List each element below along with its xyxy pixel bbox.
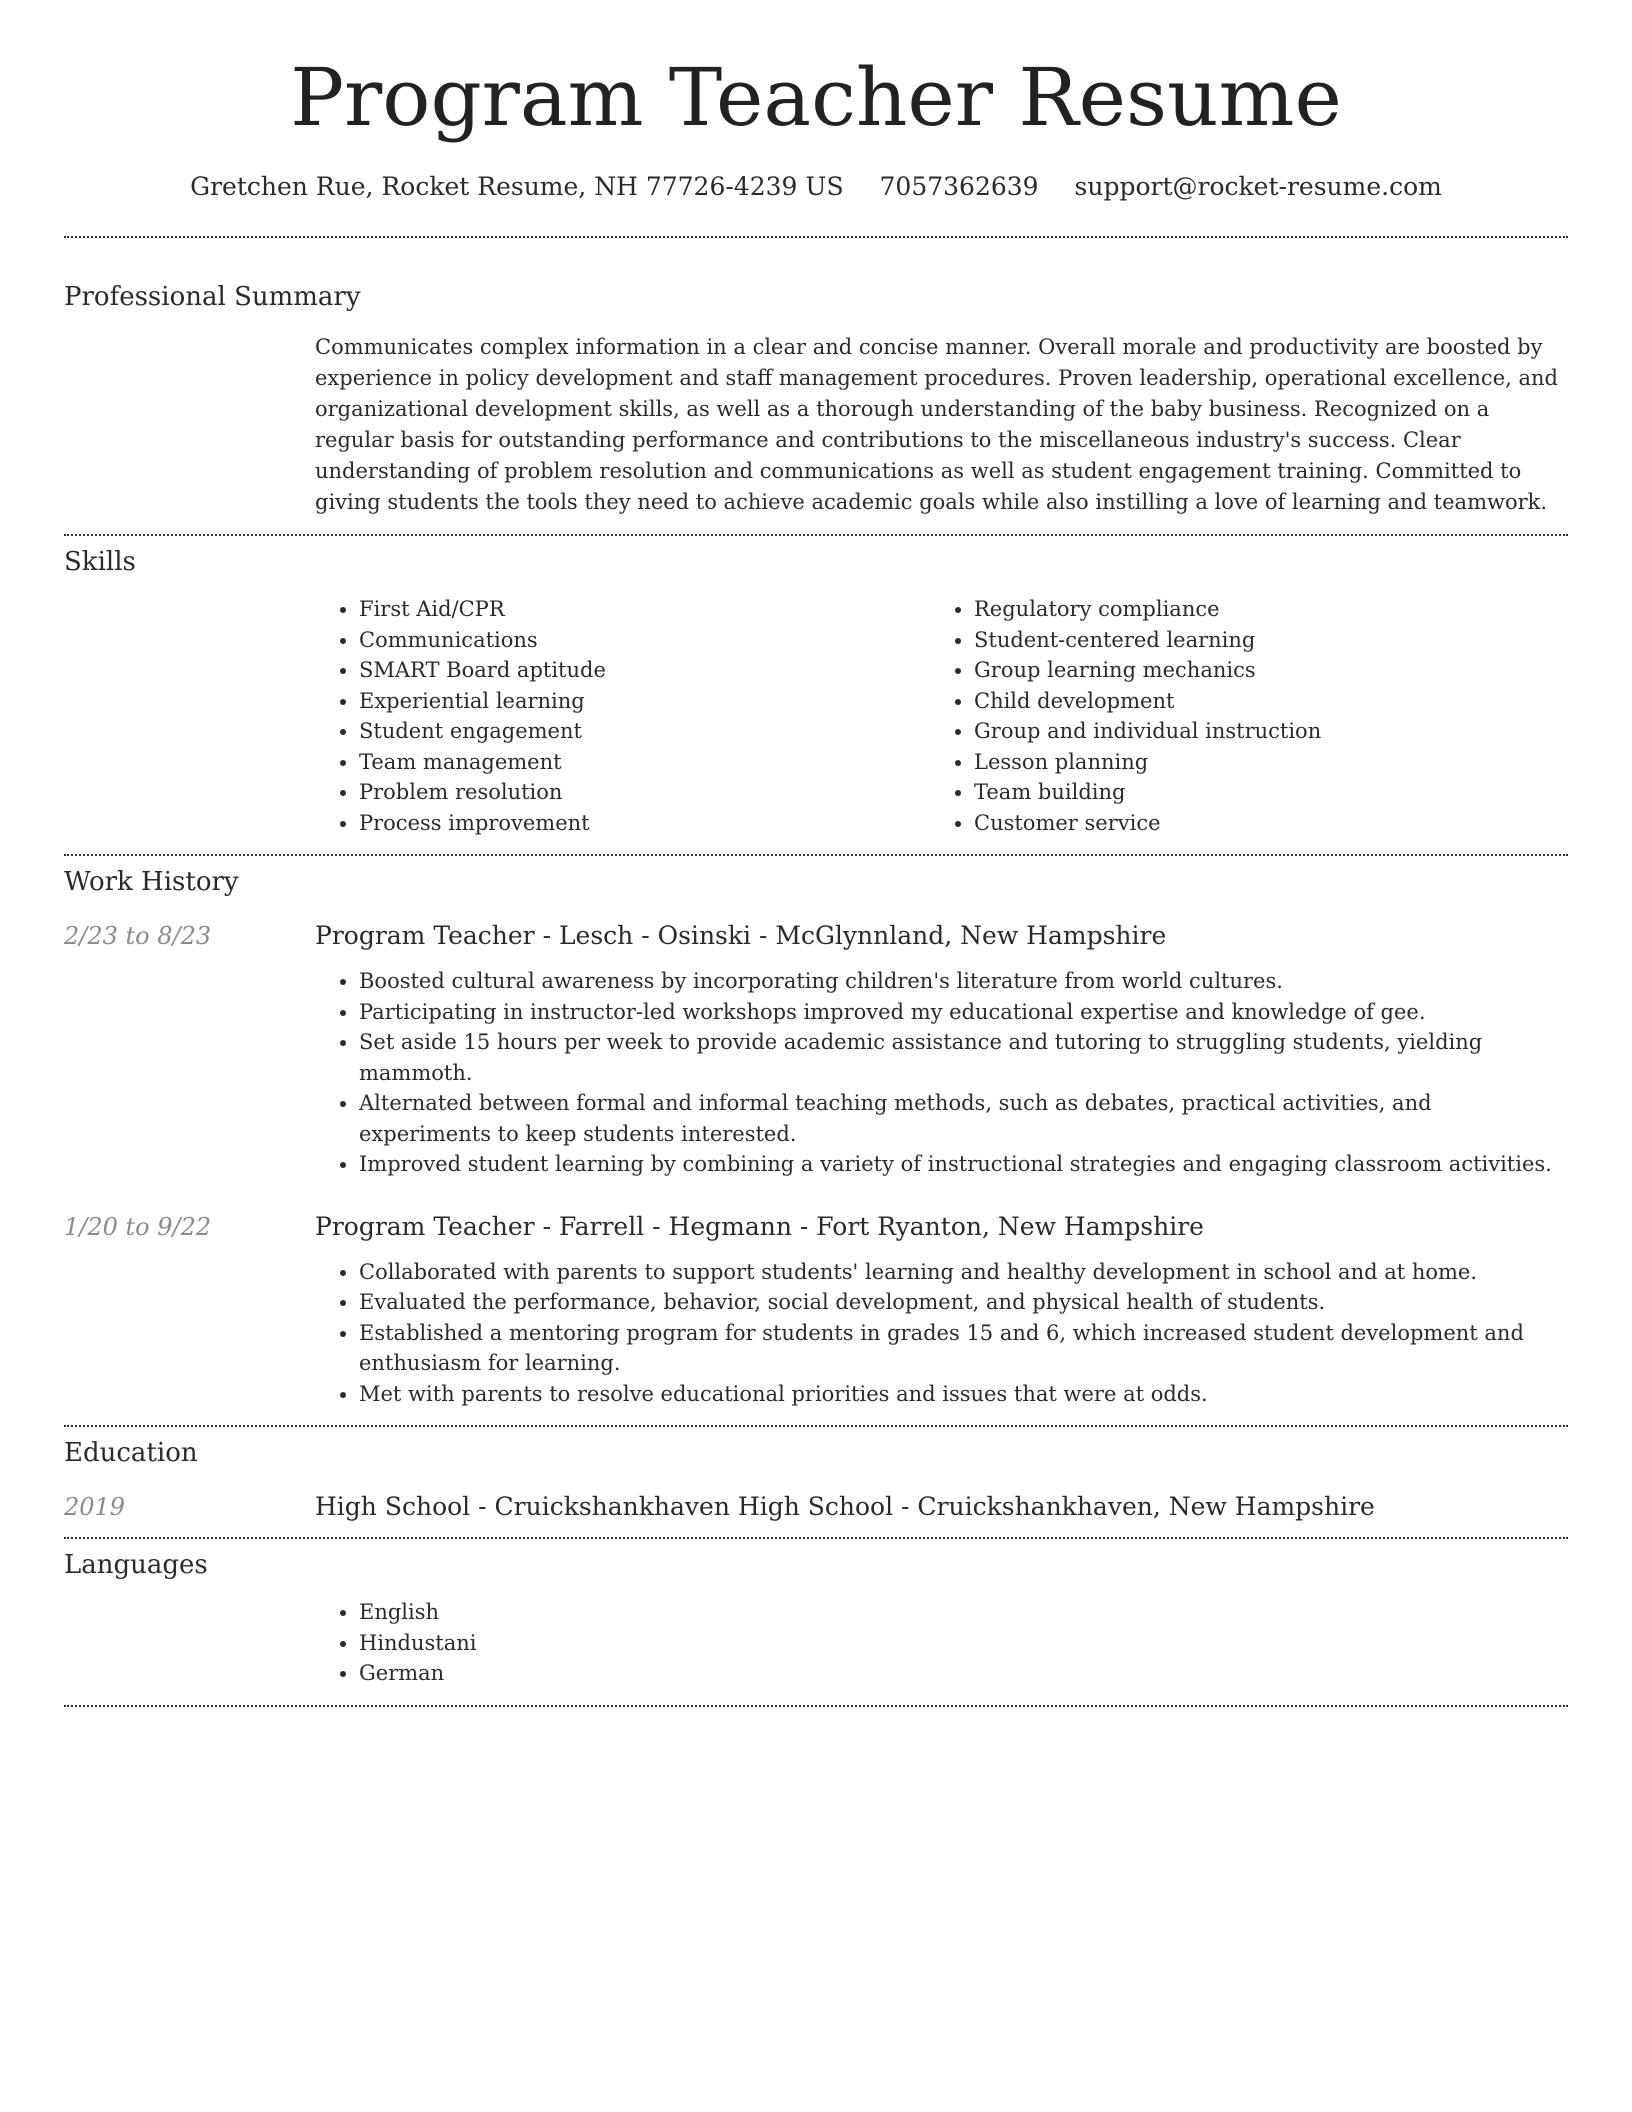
job-bullet: • Set aside 15 hours per week to provide academic assistance and tutoring to struggling students, yielding mammoth.: [359, 1027, 1568, 1088]
skill-item: • Customer service: [974, 808, 1545, 839]
job-title: Program Teacher - Lesch - Osinski - McGlynnland, New Hampshire: [315, 921, 1167, 950]
skills-column-left: [315, 594, 930, 838]
job-entry: [64, 921, 1568, 950]
skill-item: • First Aid/CPR: [359, 594, 930, 625]
job-bullet: • Participating in instructor-led workshops improved my educational expertise and knowledge of gee.: [359, 997, 1568, 1028]
job-bullets: [315, 1257, 1568, 1410]
education-title: High School - Cruickshankhaven High School - Cruickshankhaven, New Hampshire: [315, 1492, 1375, 1521]
skills-column-right: [930, 594, 1545, 838]
job-entry: [64, 1212, 1568, 1241]
resume-page: [64, 0, 1568, 1707]
work-heading: Work History: [64, 867, 239, 897]
job-bullet: • Alternated between formal and informal teaching methods, such as debates, practical activities, and experiments to keep students interested.: [359, 1088, 1568, 1149]
skills-heading: Skills: [64, 547, 136, 577]
languages-list: [315, 1597, 1568, 1689]
job-bullet: • Boosted cultural awareness by incorporating children's literature from world cultures.: [359, 966, 1568, 997]
skill-item: • Problem resolution: [359, 777, 930, 808]
skill-item: • Team building: [974, 777, 1545, 808]
job-bullet: • Collaborated with parents to support students' learning and healthy development in school and at home.: [359, 1257, 1568, 1288]
education-date: 2019: [64, 1493, 126, 1521]
skill-item: • SMART Board aptitude: [359, 655, 930, 686]
skill-item: • Process improvement: [359, 808, 930, 839]
job-date: 2/23 to 8/23: [64, 922, 212, 950]
skill-item: • Communications: [359, 625, 930, 656]
education-entry: [64, 1492, 1568, 1521]
divider: [64, 1425, 1568, 1427]
languages-heading: Languages: [64, 1550, 208, 1580]
skill-item: • Lesson planning: [974, 747, 1545, 778]
summary-heading: Professional Summary: [64, 282, 361, 312]
divider: [64, 236, 1568, 238]
divider: [64, 854, 1568, 856]
divider: [64, 534, 1568, 536]
job-bullets: [315, 966, 1568, 1180]
skills-list: [315, 594, 1568, 838]
contact-address: Gretchen Rue, Rocket Resume, NH 77726-4239 US: [190, 172, 844, 201]
language-item: • Hindustani: [359, 1628, 1568, 1659]
job-bullet: • Improved student learning by combining a variety of instructional strategies and engaging classroom activities.: [359, 1149, 1568, 1180]
skill-item: • Child development: [974, 686, 1545, 717]
divider: [64, 1705, 1568, 1707]
divider: [64, 1537, 1568, 1539]
job-bullet: • Established a mentoring program for students in grades 15 and 6, which increased student development and enthusiasm for learning.: [359, 1318, 1568, 1379]
job-date: 1/20 to 9/22: [64, 1212, 212, 1241]
contact-email: support@rocket-resume.com: [1074, 172, 1442, 201]
contact-phone: 7057362639: [879, 172, 1039, 201]
contact-line: [64, 172, 1568, 201]
skill-item: • Group and individual instruction: [974, 716, 1545, 747]
education-heading: Education: [64, 1438, 198, 1468]
job-bullet: • Met with parents to resolve educational priorities and issues that were at odds.: [359, 1379, 1568, 1410]
job-bullet: • Evaluated the performance, behavior, social development, and physical health of students.: [359, 1287, 1568, 1318]
skill-item: • Regulatory compliance: [974, 594, 1545, 625]
skill-item: • Team management: [359, 747, 930, 778]
summary-text: Communicates complex information in a clear and concise manner. Overall morale and productivity are boosted by experience in policy development and staff management procedures. Proven leadership, operational excellence, and organizational development skills, as well as a thorough understanding of the baby business. Recognized on a regular basis for outstanding performance and contributions to the miscellaneous industry's success. Clear understanding of problem resolution and communications as well as student engagement training. Committed to giving students the tools they need to achieve academic goals while also instilling a love of learning and teamwork.: [315, 335, 1558, 514]
page-title: Program Teacher Resume: [290, 51, 1342, 144]
language-item: • English: [359, 1597, 1568, 1628]
skill-item: • Student engagement: [359, 716, 930, 747]
language-item: • German: [359, 1658, 1568, 1689]
skill-item: • Experiential learning: [359, 686, 930, 717]
skill-item: • Student-centered learning: [974, 625, 1545, 656]
skill-item: • Group learning mechanics: [974, 655, 1545, 686]
job-title: Program Teacher - Farrell - Hegmann - Fort Ryanton, New Hampshire: [315, 1211, 1204, 1241]
